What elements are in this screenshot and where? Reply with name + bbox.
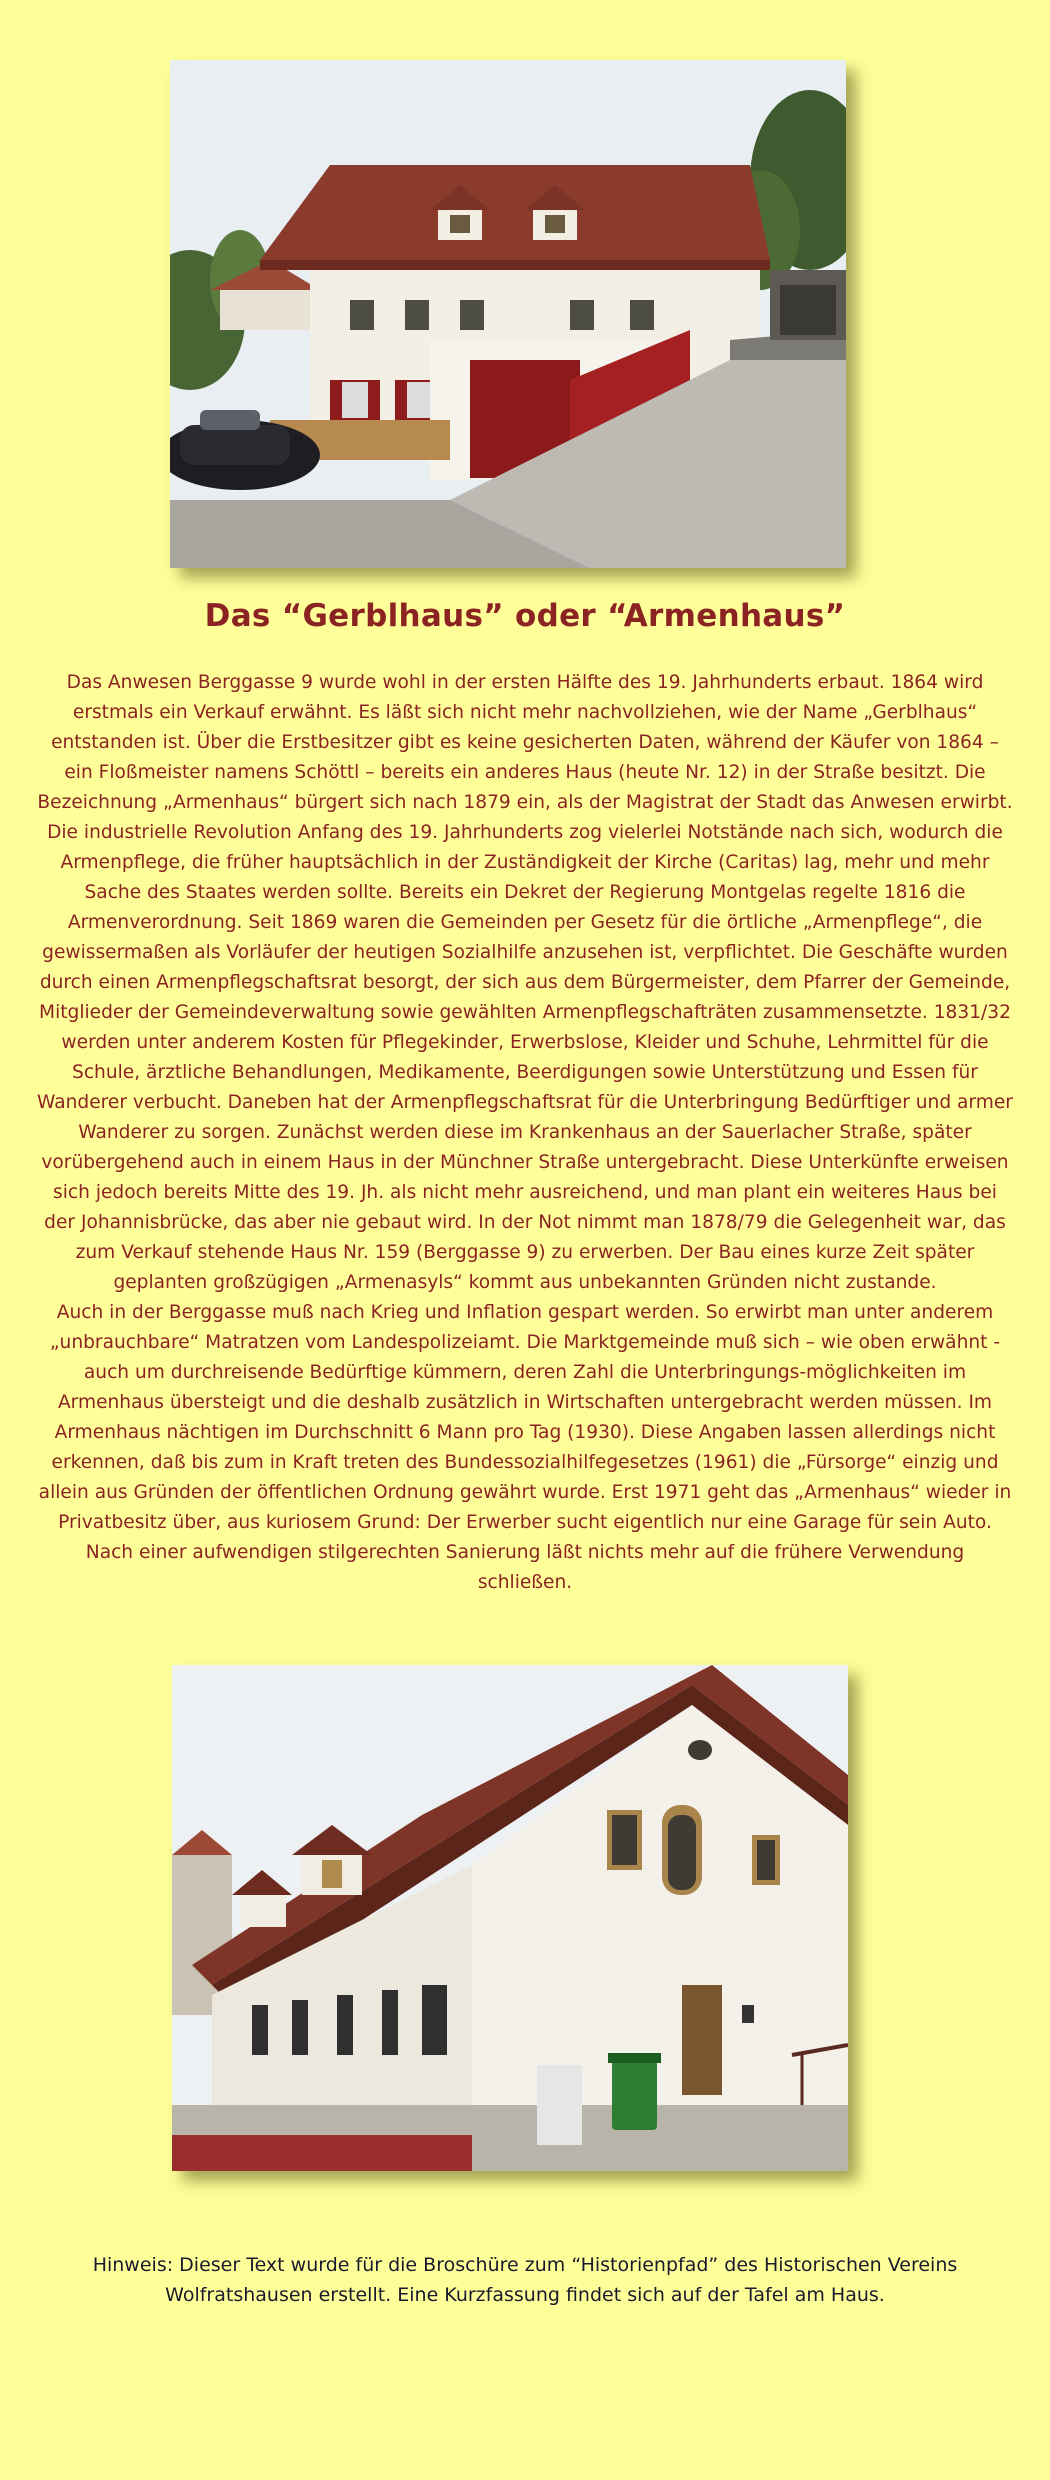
paragraph: Das Anwesen Berggasse 9 wurde wohl in der ersten Hälfte des 19. Jahrhunderts erbaut. 1864 wird erstmals ein Verkauf erwähnt. Es läßt sich nicht mehr nachvollziehen, wie der Name „Gerblhaus“ entstanden ist. Über die Erstbesitzer gibt es keine gesicherten Daten, während der Käufer von 1864 – ein Floßmeister namens Schöttl – bereits ein anderes Haus (heute Nr. 12) in der Straße besitzt. Die Bezeichnung „Armenhaus“ bürgert sich nach 1879 ein, als der Magistrat der Stadt das Anwesen erwirbt. Die industrielle Revolution Anfang des 19. Jahrhunderts zog vielerlei Notstände nach sich, wodurch die Armenpflege, die früher hauptsächlich in der Zuständigkeit der Kirche (Caritas) lag, mehr und mehr Sache des Staates werden sollte. Bereits ein Dekret der Regierung Montgelas regelte 1816 die Armenverordnung. Seit 1869 waren die Gemeinden per Gesetz für die örtliche „Armenpflege“, die gewissermaßen als Vorläufer der heutigen Sozialhilfe anzusehen ist, verpflichtet. Die Geschäfte wurden durch einen Armenpflegschaftsrat besorgt, der sich aus dem Bürgermeister, dem Pfarrer der Gemeinde, Mitglieder der Gemeindeverwaltung sowie gewählten Armenpflegschafträten zusammensetzte. 1831/32 werden unter anderem Kosten für Pflegekinder, Erwerbslose, Kleider und Schuhe, Lehrmittel für die Schule, ärztliche Behandlungen, Medikamente, Beerdigungen sowie Unterstützung und Essen für Wanderer verbucht. Daneben hat der Armenpflegschaftsrat für die Unterbringung Bedürftiger und armer Wanderer zu sorgen. Zunächst werden diese im Krankenhaus an der Sauerlacher Straße, später vorübergehend auch in einem Haus in der Münchner Straße untergebracht. Diese Unterkünfte erweisen sich jedoch bereits Mitte des 19. Jh. als nicht mehr ausreichend, und man plant ein weiteres Haus bei der Johannisbrücke, das aber nie gebaut wird. In der Not nimmt man 1878/79 die Gelegenheit war, das zum Verkauf stehende Haus Nr. 159 (Berggasse 9) zu erwerben. Der Bau eines kurze Zeit später geplanten großzügigen „Armenasyls“ kommt aus unbekannten Gründen nicht zustande. bbox=[37, 672, 1013, 1293]
house-photo-bottom bbox=[172, 1665, 848, 2171]
house-photo-top bbox=[170, 60, 846, 568]
paragraph: Auch in der Berggasse muß nach Krieg und Inflation gespart werden. So erwirbt man unter anderem „unbrauchbare“ Matratzen vom Landespolizeiamt. Die Marktgemeinde muß sich – wie oben erwähnt - auch um durchreisende Bedürftige kümmern, deren Zahl die Unterbringungs-möglichkeiten im Armenhaus übersteigt und die deshalb zusätzlich in Wirtschaften untergebracht werden müssen. Im Armenhaus nächtigen im Durchschnitt 6 Mann pro Tag (1930). Diese Angaben lassen allerdings nicht erkennen, daß bis zum in Kraft treten des Bundessozialhilfegesetzes (1961) die „Fürsorge“ einzig und allein aus Gründen der öffentlichen Ordnung gewährt wurde. Erst 1971 geht das „Armenhaus“ wieder in Privatbesitz über, aus kuriosem Grund: Der Erwerber sucht eigentlich nur eine Garage für sein Auto. Nach einer aufwendigen stilgerechten Sanierung läßt nichts mehr auf die frühere Verwendung schließen. bbox=[38, 1302, 1012, 1593]
restored-house-image bbox=[172, 1665, 848, 2171]
article-body bbox=[36, 668, 1014, 1598]
source-note: Hinweis: Dieser Text wurde für die Broschüre zum “Historienpfad” des Historischen Vereins Wolfratshausen erstellt. Eine Kurzfassung findet sich auf der Tafel am Haus. bbox=[92, 2254, 958, 2306]
house-with-garage-image bbox=[170, 60, 846, 568]
page-title: Das “Gerblhaus” oder “Armenhaus” bbox=[204, 598, 846, 634]
